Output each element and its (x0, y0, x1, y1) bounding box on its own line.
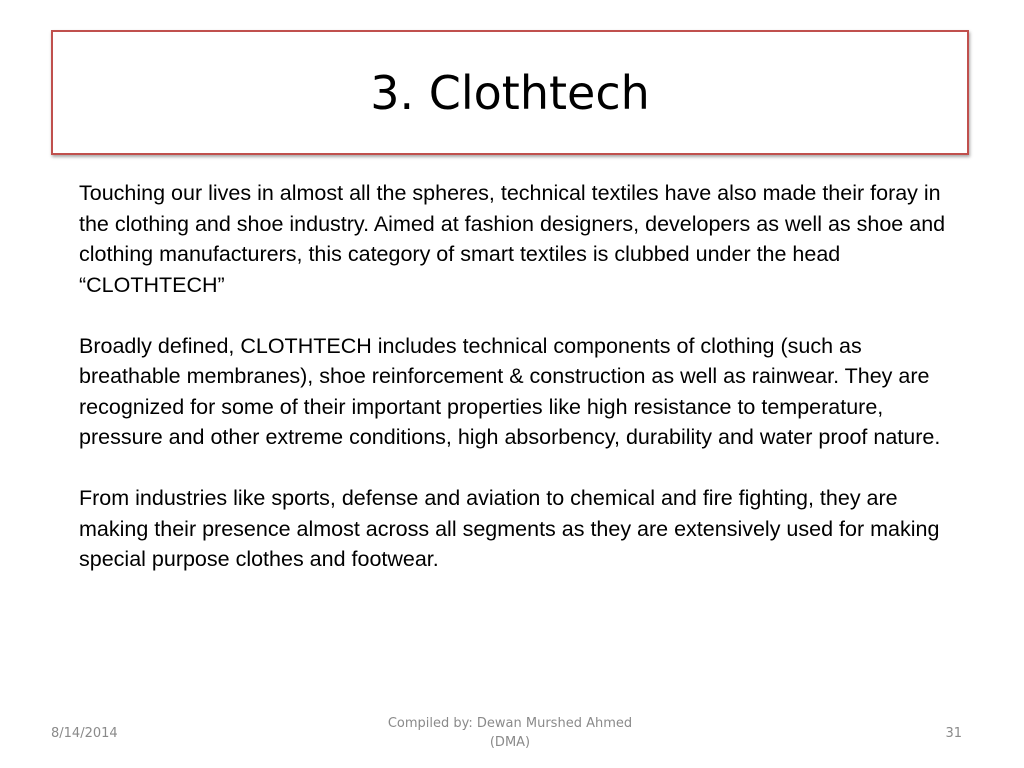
footer-date: 8/14/2014 (51, 726, 118, 741)
body-paragraph-2: Broadly defined, CLOTHTECH includes technical components of clothing (such as breathable membranes), shoe reinforcement & construction as well as rainwear. They are recognized for some of their important properties like high resistance to temperature, pressure and other extreme conditions, high absorbency, durability and water proof nature. (79, 333, 941, 449)
body-paragraph-3: From industries like sports, defense and aviation to chemical and fire fighting, they are making their presence almost across all segments as they are extensively used for making special purpose clothes and footwear. (79, 486, 940, 571)
title-box (51, 30, 969, 155)
footer-author (360, 714, 660, 752)
footer-author-line1: Compiled by: Dewan Murshed Ahmed (387, 716, 633, 731)
slide-body (79, 178, 959, 605)
slide-title: 3. Clothtech (370, 65, 650, 120)
body-paragraph-1: Touching our lives in almost all the spheres, technical textiles have also made their foray in the clothing and shoe industry. Aimed at fashion designers, developers as well as shoe and clothing manufacturers, this category of smart textiles is clubbed under the head “CLOTHTECH” (79, 181, 946, 297)
footer-author-line2: (DMA) (489, 735, 531, 750)
footer-page-number: 31 (945, 726, 962, 741)
